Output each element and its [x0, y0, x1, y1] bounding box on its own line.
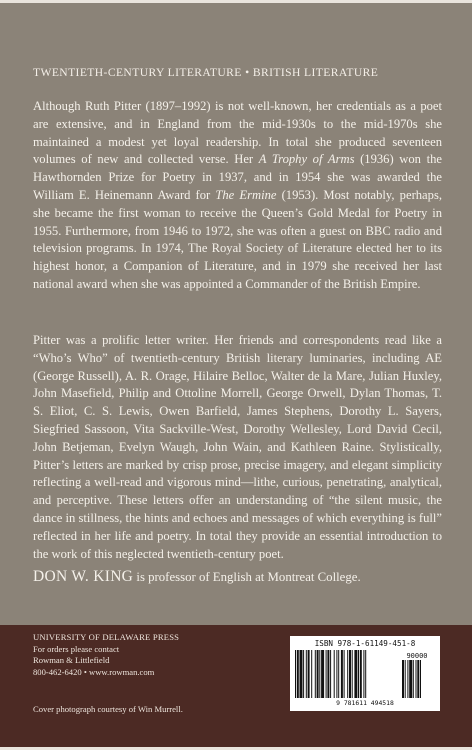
barcode-bar: [303, 650, 304, 698]
barcode-bar: [352, 650, 353, 698]
barcode-bar: [326, 650, 327, 698]
publisher-distributor: Rowman & Littlefield: [33, 655, 110, 666]
barcode-bar: [306, 650, 307, 698]
top-edge-line: [0, 0, 472, 3]
barcode-digits: 9 781611 494518: [336, 699, 394, 707]
barcode-bar: [308, 650, 310, 698]
addon-bar: [409, 660, 412, 698]
barcode-bar: [344, 650, 345, 698]
addon-bar: [407, 660, 408, 698]
barcode-bar: [360, 650, 362, 698]
addon-bar: [405, 660, 406, 698]
barcode-bar: [334, 650, 335, 698]
barcode-bar: [327, 650, 329, 698]
barcode-bar: [319, 650, 320, 698]
barcode-bar: [295, 650, 296, 698]
author-description: is professor of English at Montreat College.: [133, 570, 361, 584]
barcode-bar: [336, 650, 337, 698]
addon-bar: [420, 660, 421, 698]
barcode-bar: [365, 650, 366, 698]
publisher-block: [33, 632, 283, 678]
author-bio: [33, 568, 453, 586]
author-name: DON W. KING: [33, 568, 134, 585]
addon-bar: [413, 660, 414, 698]
barcode-bar: [363, 650, 364, 698]
barcode-bar: [315, 650, 316, 698]
barcode-addon-number: 90000: [406, 652, 428, 660]
barcode-bar: [338, 650, 339, 698]
photo-credit: Cover photograph courtesy of Win Murrell.: [33, 704, 183, 714]
barcode-bar: [321, 650, 324, 698]
publisher-orders: For orders please contact: [33, 643, 120, 654]
barcode-bar: [341, 650, 343, 698]
publisher-name: UNIVERSITY OF DELAWARE PRESS: [33, 632, 180, 642]
barcode-bar: [347, 650, 348, 698]
paragraph-1-part-1: Although Ruth Pitter (1897–1992) is not well-known, her credentials as a poet are extensive, and in England from the mid-1930s to the mid-1970s she maintained a modest yet loyal readership. In total she produced seventeen volumes of new and collected verse. Her: [33, 99, 442, 167]
barcode-bars: [294, 650, 436, 698]
publisher-contact: 800-462-6420 • www.rowman.com: [33, 666, 155, 677]
category-heading: TWENTIETH-CENTURY LITERATURE • BRITISH LITERATURE: [33, 66, 379, 79]
description-paragraph-1: [33, 98, 442, 294]
description-paragraph-2: Pitter was a prolific letter writer. Her friends and correspondents read like a “Who’s Who” of twentieth-century British literary luminaries, including AE (George Russell), A. R. Orage, Hilaire Belloc, Walter de la Mare, Julian Huxley, John Masefield, Philip and Ottoline Morrell, George Orwell, Dylan Thomas, T. S. Eliot, C. S. Lewis, Owen Barfield, James Stephens, Dorothy L. Sayers, Siegfried Sassoon, Vita Sackville-West, Dorothy Wellesley, Lord David Cecil, John Betjeman, Evelyn Waugh, John Wain, and Kathleen Raine. Stylistically, Pitter’s letters are marked by crisp prose, precise imagery, and elegant simplicity reflecting a well-read and vigorous mind—lithe, curious, penetrating, analytical, and perceptive. These letters offer an understanding of “the silent music, the dance in stillness, the hints and echoes and messages of which everything is full” reflected in her life and poetry. In total they provide an essential introduction to the work of this neglected twentieth-century poet.: [33, 333, 442, 561]
addon-bar: [417, 660, 419, 698]
isbn-label: ISBN 978-1-61149-451-8: [314, 639, 416, 648]
addon-bar: [416, 660, 417, 698]
book-title-trophy-of-arms: A Trophy of Arms: [258, 152, 355, 167]
barcode-bar: [349, 650, 351, 698]
isbn-barcode: [290, 636, 440, 711]
addon-bar: [402, 660, 404, 698]
barcode-bar: [354, 650, 357, 698]
barcode-bar: [317, 650, 319, 698]
barcode-bar: [300, 650, 303, 698]
barcode-bar: [297, 650, 299, 698]
barcode-bar: [311, 650, 312, 698]
paragraph-1-part-2: (1936) won the Hawthornden Prize for Poetry in 1937, and in 1954 she was awarded the William E. Heinemann Award for: [33, 152, 442, 202]
paragraph-1-part-3: (1953). Most notably, perhaps, she became the first woman to receive the Queen’s Gold Medal for Poetry in 1955. Furthermore, from 1946 to 1972, she was often a guest on BBC radio and television programs. In 1974, The Royal Society of Literature elected her to its highest honor, a Companion of Literature, and in 1979 she received her last national award when she was appointed a Commander of the British Empire.: [33, 187, 442, 291]
book-title-the-ermine: The Ermine: [215, 187, 277, 202]
barcode-bar: [358, 650, 359, 698]
barcode-bar: [330, 650, 331, 698]
